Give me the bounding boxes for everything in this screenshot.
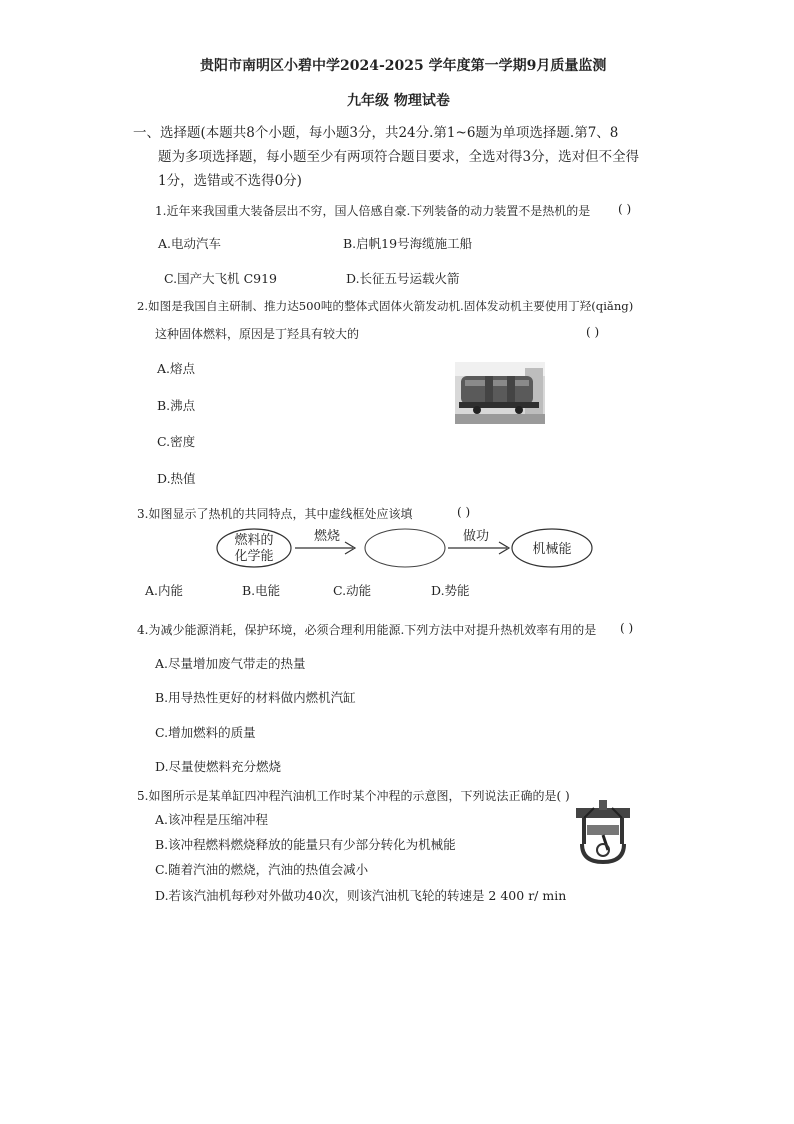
q1-option-b: B.启帆19号海缆施工船 (343, 236, 473, 251)
rocket-engine-photo (455, 362, 545, 424)
q3-option-c: C.动能 (333, 583, 372, 598)
q4-answer-paren: ( ) (620, 621, 634, 635)
blank-energy-box (365, 529, 445, 567)
exam-subtitle: 九年级 物理试卷 (347, 93, 450, 109)
q5-stem: 5.如图所示是某单缸四冲程汽油机工作时某个冲程的示意图，下列说法正确的是( ) (137, 789, 570, 803)
q2-answer-paren: ( ) (586, 325, 600, 339)
q4-option-d: D.尽量使燃料充分燃烧 (155, 759, 282, 774)
q5-option-c: C.随着汽油的燃烧，汽油的热值会减小 (155, 862, 369, 877)
chemical-energy-label-line-1: 燃料的 (234, 533, 274, 548)
q4-stem: 4.为减少能源消耗，保护环境，必须合理利用能源.下列方法中对提升热机效率有用的是 (137, 623, 597, 637)
burn-arrow-label: 燃烧 (313, 529, 341, 544)
exam-title: 贵阳市南明区小碧中学2024-2025 学年度第一学期9月质量监测 (200, 58, 607, 74)
q3-option-b: B.电能 (242, 583, 281, 598)
q3-stem: 3.如图显示了热机的共同特点，其中虚线框处应该填 (137, 507, 413, 521)
q3-answer-paren: ( ) (457, 505, 471, 519)
q2-stem-line-1: 2.如图是我国自主研制、推力达500吨的整体式固体火箭发动机.固体发动机主要使用丁羟(qiǎng) (137, 299, 634, 313)
q3-option-d: D.势能 (431, 583, 470, 598)
q2-option-b: B.沸点 (157, 398, 196, 413)
q4-option-b: B.用导热性更好的材料做内燃机汽缸 (155, 690, 356, 705)
q2-option-d: D.热值 (157, 471, 196, 486)
q5-option-d: D.若该汽油机每秒对外做功40次，则该汽油机飞轮的转速是 2 400 r/ min (155, 888, 567, 903)
q1-option-a: A.电动汽车 (158, 236, 222, 251)
chemical-energy-label-line-2: 化学能 (234, 549, 274, 564)
q2-option-a: A.熔点 (157, 361, 196, 376)
q4-option-a: A.尽量增加废气带走的热量 (155, 656, 306, 671)
q5-option-b: B.该冲程燃料燃烧释放的能量只有少部分转化为机械能 (155, 837, 456, 852)
mechanical-energy-label: 机械能 (532, 542, 572, 557)
q4-option-c: C.增加燃料的质量 (155, 725, 256, 740)
section-line-2: 题为多项选择题，每小题至少有两项符合题目要求，全选对得3分，选对但不全得 (158, 149, 640, 165)
work-arrow-label: 做功 (462, 529, 490, 544)
section-line-3: 1分，选错或不选得0分) (158, 173, 302, 189)
q1-option-d: D.长征五号运载火箭 (346, 271, 460, 286)
q1-stem: 1.近年来我国重大装备层出不穷，国人倍感自豪.下列装备的动力装置不是热机的是 (155, 204, 591, 218)
q2-stem-line-2: 这种固体燃料，原因是丁羟具有较大的 (155, 327, 360, 341)
engine-stroke-diagram (570, 798, 636, 864)
q1-option-c: C.国产大飞机 C919 (164, 271, 277, 286)
q2-option-c: C.密度 (157, 434, 196, 449)
q1-answer-paren: ( ) (618, 202, 632, 216)
q5-option-a: A.该冲程是压缩冲程 (155, 812, 269, 827)
heat-engine-energy-diagram (215, 525, 595, 575)
section-line-1: 一、选择题(本题共8个小题，每小题3分，共24分.第1~6题为单项选择题.第7、8 (133, 125, 619, 141)
q3-option-a: A.内能 (145, 583, 184, 598)
